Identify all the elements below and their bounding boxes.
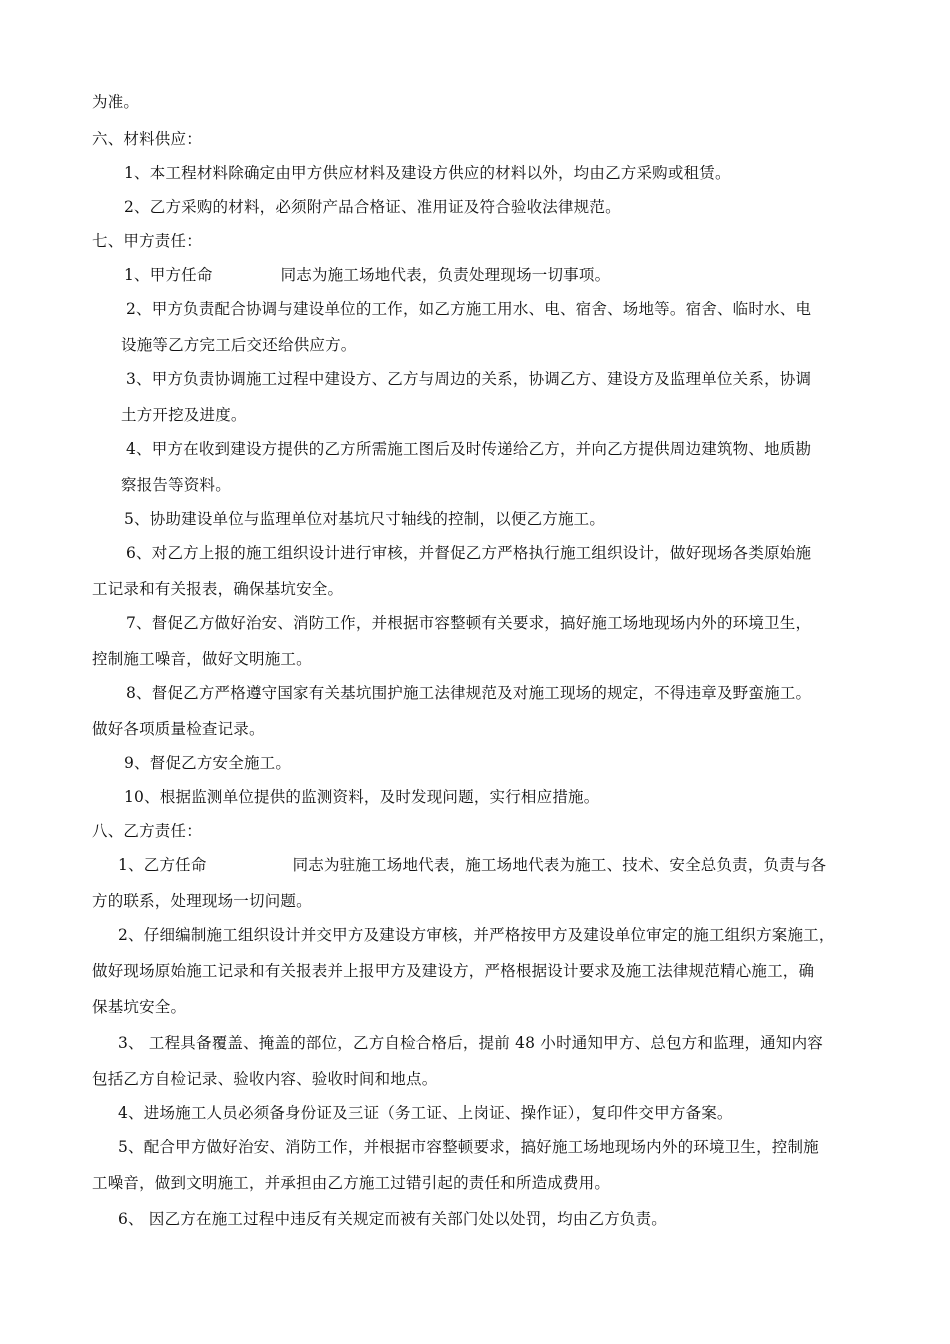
party-a-item-10: 10、根据监测单位提供的监测资料，及时发现问题，实行相应措施。 [124, 788, 600, 806]
party-b-item-1-lead: 1、乙方任命 [118, 856, 207, 874]
party-a-item-1-lead: 1、甲方任命 [124, 266, 213, 284]
party-a-item-8: 8、督促乙方严格遵守国家有关基坑围护施工法律规范及对施工现场的规定，不得违章及野蛮施工。 [126, 684, 812, 702]
party-a-item-1-rest: 同志为施工场地代表，负责处理现场一切事项。 [280, 266, 611, 284]
party-b-item-5-cont: 工噪音，做到文明施工，并承担由乙方施工过错引起的责任和所造成费用。 [92, 1174, 611, 1192]
party-b-item-4: 4、进场施工人员必须备身份证及三证（务工证、上岗证、操作证），复印件交甲方备案。 [118, 1104, 733, 1122]
party-b-item-5: 5、配合甲方做好治安、消防工作，并根据市容整顿要求，搞好施工场地现场内外的环境卫生，控制施 [118, 1138, 819, 1156]
party-b-item-6: 6、 因乙方在施工过程中违反有关规定而被有关部门处以处罚，均由乙方负责。 [118, 1210, 667, 1228]
party-a-item-7: 7、督促乙方做好治安、消防工作，并根据市容整顿有关要求，搞好施工场地现场内外的环境卫生， [126, 614, 812, 632]
party-a-item-4: 4、甲方在收到建设方提供的乙方所需施工图后及时传递给乙方，并向乙方提供周边建筑物、地质勘 [126, 440, 812, 458]
party-a-item-9: 9、督促乙方安全施工。 [124, 754, 292, 772]
party-a-item-5: 5、协助建设单位与监理单位对基坑尺寸轴线的控制，以便乙方施工。 [124, 510, 606, 528]
party-a-item-1 [124, 265, 610, 285]
materials-item-1: 1、本工程材料除确定由甲方供应材料及建设方供应的材料以外，均由乙方采购或租赁。 [124, 164, 731, 182]
party-a-item-2-cont: 设施等乙方完工后交还给供应方。 [121, 336, 357, 354]
party-a-item-3-cont: 土方开挖及进度。 [121, 406, 247, 424]
paragraph-continuation: 为准。 [92, 93, 140, 111]
party-b-item-2: 2、仔细编制施工组织设计并交甲方及建设方审核，并严格按甲方及建设单位审定的施工组织方案施工， [118, 926, 835, 944]
party-b-item-1-rest: 同志为驻施工场地代表，施工场地代表为施工、技术、安全总负责，负责与各 [292, 856, 827, 874]
party-b-item-2-cont2: 保基坑安全。 [92, 998, 187, 1016]
party-b-item-1-cont: 方的联系，处理现场一切问题。 [92, 892, 312, 910]
section-heading-party-a: 七、甲方责任： [92, 232, 202, 250]
party-a-item-6: 6、对乙方上报的施工组织设计进行审核，并督促乙方严格执行施工组织设计，做好现场各类原始施 [126, 544, 812, 562]
party-a-item-7-cont: 控制施工噪音，做好文明施工。 [92, 650, 312, 668]
section-heading-party-b: 八、乙方责任： [92, 822, 202, 840]
section-heading-materials: 六、材料供应： [92, 130, 202, 148]
party-a-item-6-cont: 工记录和有关报表，确保基坑安全。 [92, 580, 344, 598]
party-b-item-1 [118, 855, 826, 875]
party-a-item-8-cont: 做好各项质量检查记录。 [92, 720, 265, 738]
party-a-item-3: 3、甲方负责协调施工过程中建设方、乙方与周边的关系，协调乙方、建设方及监理单位关系，协调 [126, 370, 812, 388]
party-a-item-4-cont: 察报告等资料。 [121, 476, 231, 494]
party-b-item-2-cont1: 做好现场原始施工记录和有关报表并上报甲方及建设方，严格根据设计要求及施工法律规范精心施工，确 [92, 962, 815, 980]
party-a-item-2: 2、甲方负责配合协调与建设单位的工作，如乙方施工用水、电、宿舍、场地等。宿舍、临时水、电 [126, 300, 812, 318]
materials-item-2: 2、乙方采购的材料，必须附产品合格证、准用证及符合验收法律规范。 [124, 198, 621, 216]
party-b-item-3: 3、 工程具备覆盖、掩盖的部位，乙方自检合格后，提前 48 小时通知甲方、总包方和监理，通知内容 [118, 1034, 823, 1052]
party-b-item-3-cont: 包括乙方自检记录、验收内容、验收时间和地点。 [92, 1070, 438, 1088]
